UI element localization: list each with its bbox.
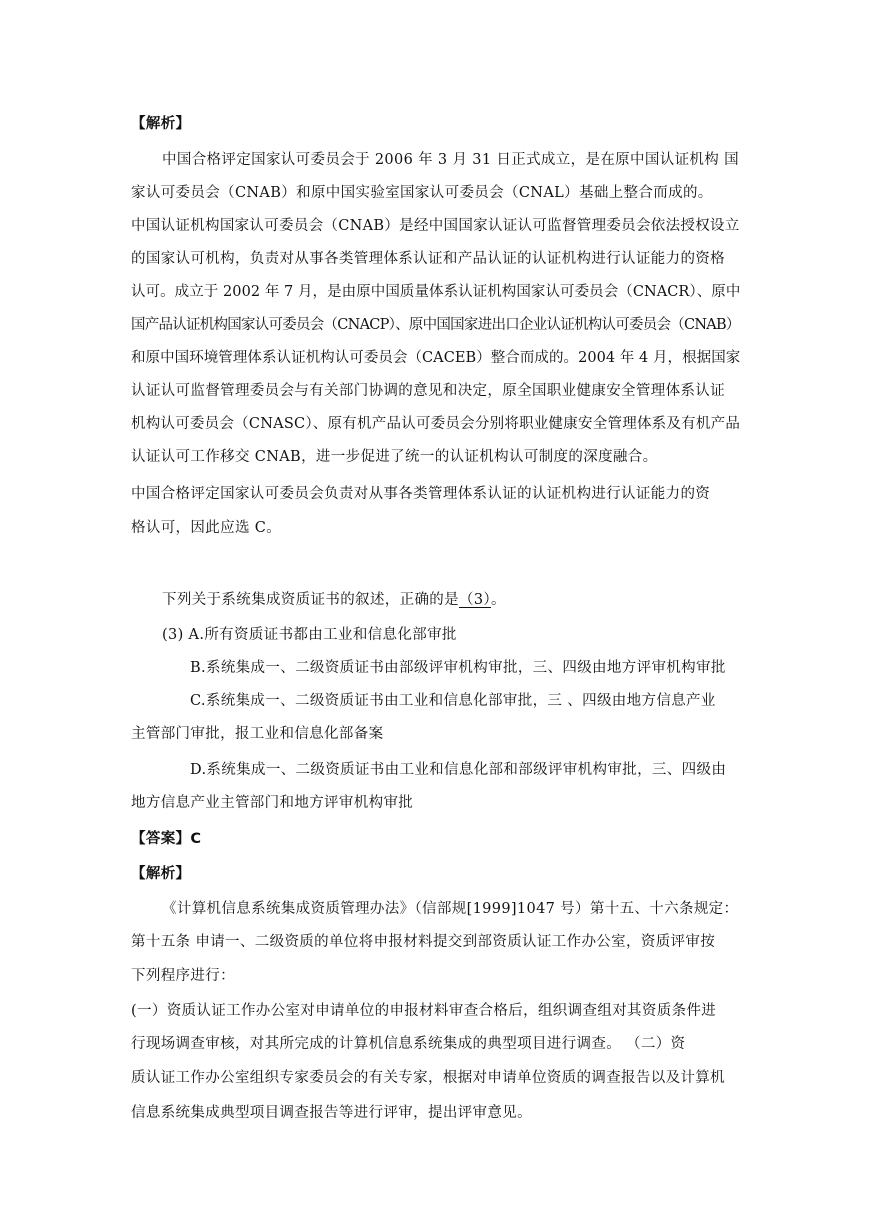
analysis-paragraph-line: 认证认可工作移交 CNAB，进一步促进了统一的认证机构认可制度的深度融合。 — [131, 449, 658, 465]
analysis-paragraph-line: 和原中国环境管理体系认证机构认可委员会（CACEB）整合而成的。2004 年 4 月，根据国家 — [131, 350, 741, 366]
analysis2-paragraph-line: 《计算机信息系统集成资质管理办法》（信部规[1999]1047 号）第十五、十六条规定： — [162, 901, 739, 917]
analysis-paragraph-line: 家认可委员会（CNAB）和原中国实验室国家认可委员会（CNAL）基础上整合而成的。 — [131, 185, 713, 201]
analysis-heading: 【解析】 — [131, 116, 191, 132]
answer-value: C — [190, 831, 202, 847]
option-a: (3) A.所有资质证书都由工业和信息化部审批 — [162, 627, 457, 643]
analysis-paragraph-line: 中国合格评定国家认可委员会于 2006 年 3 月 31 日正式成立，是在原中国认证机构 国 — [162, 152, 739, 168]
question-stem-end: 。 — [491, 592, 506, 608]
analysis-paragraph-line: 国产品认证机构国家认可委员会（CNACP）、原中国国家进出口企业认证机构认可委员会（CNAB） — [131, 317, 740, 333]
option-c: C.系统集成一、二级资质证书由工业和信息化部审批，三 、四级由地方信息产业 — [190, 693, 716, 709]
analysis2-paragraph-line: 信息系统集成典型项目调查报告等进行评审，提出评审意见。 — [131, 1105, 532, 1121]
question-stem-text: 下列关于系统集成资质证书的叙述，正确的是 — [162, 592, 459, 608]
analysis-paragraph-line: 认证认可监督管理委员会与有关部门协调的意见和决定，原全国职业健康安全管理体系认证 — [131, 383, 725, 399]
analysis2-paragraph-line: 下列程序进行： — [131, 968, 235, 984]
analysis2-paragraph-line: (一）资质认证工作办公室对申请单位的申报材料审查合格后，组织调查组对其资质条件进 — [131, 1003, 717, 1019]
question-blank: （3） — [459, 592, 492, 608]
analysis-paragraph-line: 机构认可委员会（CNASC）、原有机产品认可委员会分别将职业健康安全管理体系及有机产品 — [131, 416, 741, 432]
answer-label: 【答案】 — [131, 831, 191, 847]
analysis-paragraph-line: 中国合格评定国家认可委员会负责对从事各类管理体系认证的认证机构进行认证能力的资 — [131, 486, 711, 502]
question-stem — [162, 590, 506, 610]
option-b: B.系统集成一、二级资质证书由部级评审机构审批，三、四级由地方评审机构审批 — [190, 660, 726, 676]
analysis2-paragraph-line: 第十五条 申请一、二级资质的单位将申报材料提交到部资质认证工作办公室，资质评审按 — [131, 934, 716, 950]
analysis-paragraph-line: 中国认证机构国家认可委员会（CNAB）是经中国国家认证认可监督管理委员会依法授权设立 — [131, 218, 740, 234]
analysis-paragraph-line: 认可。成立于 2002 年 7 月，是由原中国质量体系认证机构国家认可委员会（CNACR）、原中 — [131, 284, 741, 300]
analysis-paragraph-line: 格认可，因此应选 C。 — [131, 520, 282, 536]
analysis-heading-2: 【解析】 — [131, 866, 191, 882]
analysis2-paragraph-line: 行现场调查审核，对其所完成的计算机信息系统集成的典型项目进行调查。 （二）资 — [131, 1036, 686, 1052]
analysis2-paragraph-line: 质认证工作办公室组织专家委员会的有关专家，根据对申请单位资质的调查报告以及计算机 — [131, 1070, 725, 1086]
answer-line — [131, 829, 201, 849]
option-c-continued: 主管部门审批，报工业和信息化部备案 — [131, 726, 384, 742]
option-d: D.系统集成一、二级资质证书由工业和信息化部和部级评审机构审批，三、四级由 — [190, 762, 727, 778]
analysis-paragraph-line: 的国家认可机构，负责对从事各类管理体系认证和产品认证的认证机构进行认证能力的资格 — [131, 251, 725, 267]
option-d-continued: 地方信息产业主管部门和地方评审机构审批 — [131, 795, 414, 811]
